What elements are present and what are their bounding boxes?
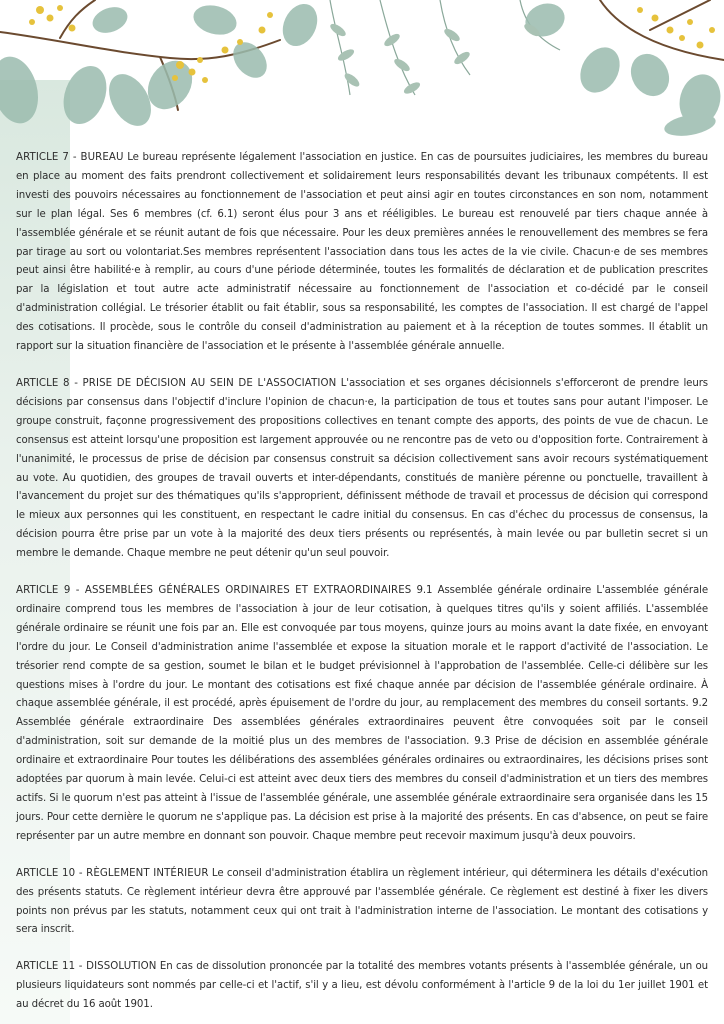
article-body: Le bureau représente légalement l'association en justice. En cas de poursuites judiciaires, les membres du bureau en place au moment des faits prendront collectivement et solidairement leurs responsabilités devant les tribunaux compétents. Il est investi des pouvoirs nécessaires au fonctionnement de l'association et peut ainsi agir en toutes circonstances en son nom, notamment sur le plan légal. Ses 6 membres (cf. 6.1) seront élus pour 3 ans et rééligibles. Le bureau est renouvelé par tiers chaque année à l'assemblée générale et se réunit autant de fois que nécessaire. Pour les deux premières années le renouvellement des membres se fera par tirage au sort ou volontariat.Ses membres représentent l'association dans tous les actes de la vie civile. Chacun·e de ses membres peut ainsi être habilité·e à remplir, au cours d'une période déterminée, toutes les formalités de déclaration et de publication prescrites par la législation et tout autre acte administratif nécessaire au fonctionnement de l'association et co-décidé par le conseil d'administration collégial. Le trésorier établit ou fait établir, sous sa responsabilité, les comptes de l'association. Il est chargé de l'appel des cotisations. Il procède, sous le contrôle du conseil d'administration au paiement et à la réception de toutes sommes. Il établit un rapport sur la situation financière de l'association et le présente à l'assemblée générale annuelle. (16, 152, 709, 353)
article-heading: ARTICLE 9 - ASSEMBLÉES GÉNÉRALES ORDINAIRES ET EXTRAORDINAIRES (16, 585, 412, 597)
article-heading: ARTICLE 7 - BUREAU (16, 152, 124, 163)
article-heading: ARTICLE 10 - RÈGLEMENT INTÉRIEUR (16, 867, 209, 879)
article-body: Le conseil d'administration établira un règlement intérieur, qui déterminera les détails d'exécution des présents statuts. Ce règlement intérieur devra être approuvé par l'assemblée générale. Ce règlement est destiné à fixer les divers points non prévus par les statuts, notamment ceux qui ont trait à l'administration interne de l'association. Le montant des cotisations y sera inscrit. (16, 867, 708, 936)
article-body: L'association et ses organes décisionnels s'efforceront de prendre leurs décisions par consensus dans l'objectif d'inclure l'opinion de chacun·e, la participation de tous et toutes sans pour autant l'imposer. Le groupe construit, façonne progressivement des propositions collectives en tenant compte des apports, des points de vue de chacun. Le consensus est atteint lorsqu'une proposition est largement approuvée ou ne rencontre pas de veto ou d'opposition forte. Contrairement à l'unanimité, le processus de prise de décision par consensus construit sa décision collectivement sans avoir recours systématiquement au vote. Au quotidien, des groupes de travail ouverts et inter-dépendants, constitués de manière pérenne ou ponctuelle, travaillent à l'avancement du projet sur des thématiques qu'ils s'approprient, définissent méthode de travail et processus de décision qui correspond le mieux aux personnes qui les constituent, en respectant le cadre initial du consensus. En cas d'échec du processus de consensus, la décision pourra être prise par un vote à la majorité des deux tiers présents ou représentés, à main levée ou par bulletin secret si un membre le demande. Chaque membre ne peut détenir qu'un seul pouvoir. (16, 377, 709, 560)
article-body: 9.1 Assemblée générale ordinaire L'assemblée générale ordinaire comprend tous les membres de l'association à jour de leur cotisation, à quelques titres qu'ils y soient affiliés. L'assemblée générale ordinaire se réunit une fois par an. Elle est convoquée par tous moyens, quinze jours au moins avant la date fixée, en envoyant l'ordre du jour. Le Conseil d'administration anime l'assemblée et expose la situation morale et le rapport d'activité de l'association. Le trésorier rend compte de sa gestion, soumet le bilan et le budget prévisionnel à l'approbation de l'assemblée. Celle-ci délibère sur les questions mises à l'ordre du jour. Le montant des cotisations est fixé chaque année par décision de l'assemblée générale ordinaire. À chaque assemblée générale, il est procédé, après épuisement de l'ordre du jour, au remplacement des membres du conseil sortants. 9.2 Assemblée générale extraordinaire Des assemblées générales extraordinaires peuvent être convoquées soit par le conseil d'administration, soit sur demande de la moitié plus un des membres de l'association. 9.3 Prise de décision en assemblée générale ordinaire et extraordinaire Pour toutes les délibérations des assemblées générales ordinaires ou extraordinaires, les décisions prises sont adoptées par quorum à main levée. Celui-ci est atteint avec deux tiers des membres du conseil d'administration et un tiers des membres actifs. Si le quorum n'est pas atteint à l'issue de l'assemblée générale, une assemblée générale extraordinaire sera organisée dans les 15 jours. Pour cette dernière le quorum ne s'applique pas. La décision est prise à la majorité des présents. En cas d'absence, on peut se faire représenter par un autre membre en donnant son pouvoir. Chaque membre peut recevoir maximum jusqu'à deux pouvoirs. (16, 585, 708, 842)
statutes-text (16, 149, 708, 1024)
article-10 (16, 865, 708, 941)
floral-eucalyptus-decoration (0, 0, 724, 145)
article-heading: ARTICLE 11 - DISSOLUTION (16, 961, 157, 973)
article-heading: ARTICLE 8 - PRISE DE DÉCISION AU SEIN DE L'ASSOCIATION (16, 377, 337, 389)
article-8 (16, 375, 708, 564)
article-11 (16, 958, 708, 1015)
article-7 (16, 149, 708, 357)
article-body: En cas de dissolution prononcée par la totalité des membres votants présents à l'assemblée générale, un ou plusieurs liquidateurs sont nommés par celle-ci et l'actif, s'il y a lieu, est dévolu conformément à l'article 9 de la loi du 1er juillet 1901 et au décret du 16 août 1901. (16, 961, 709, 1011)
article-9 (16, 582, 708, 847)
